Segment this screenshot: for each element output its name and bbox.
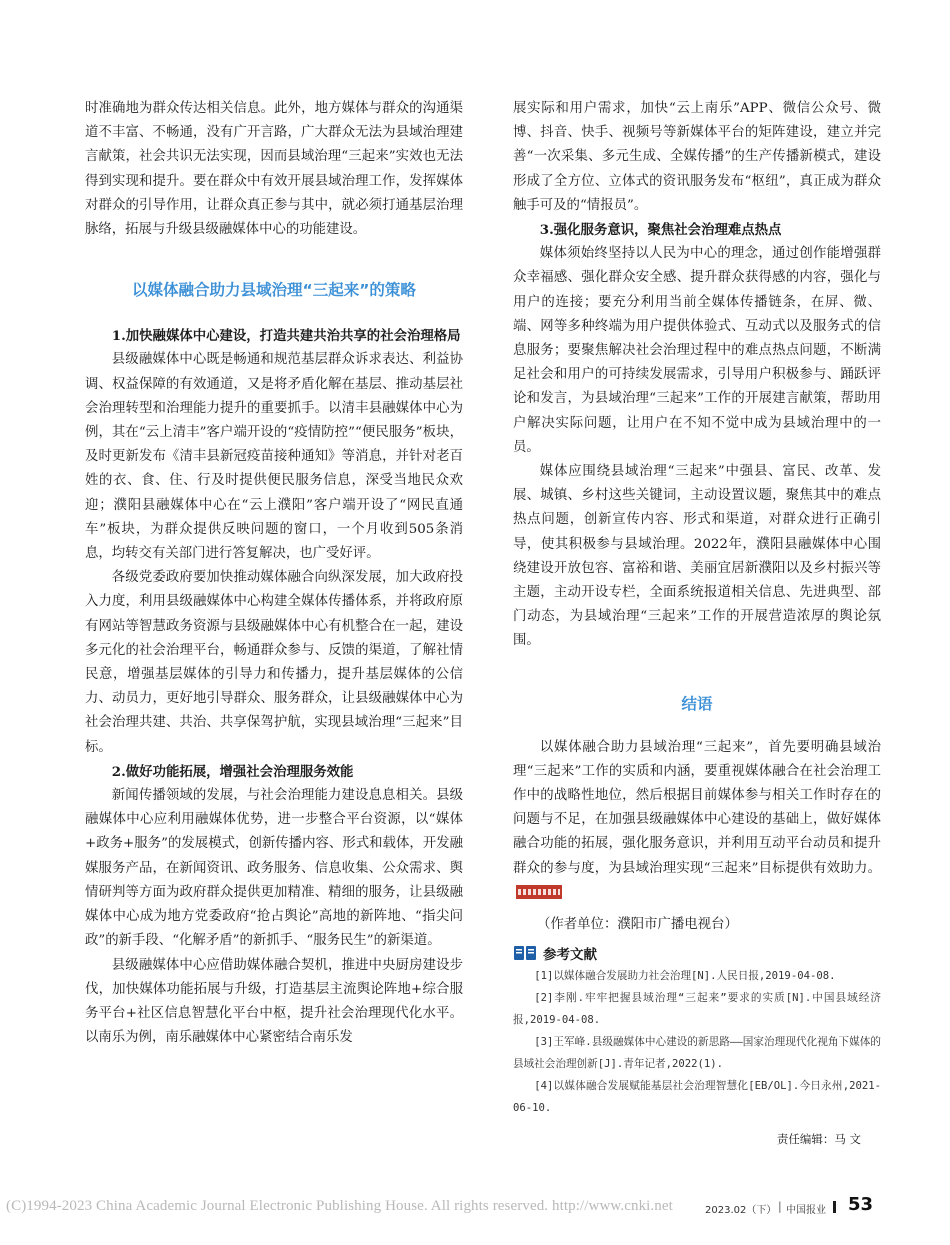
subsection-2-paragraph-2: 县级融媒体中心应借助媒体融合契机，推进中央厨房建设步伐，加快媒体功能拓展与升级，打造基层主流舆论阵地+综合服务平台+社区信息智慧化平台中枢，提升社会治理现代化水平。以南乐为例，南乐融媒体中心紧密结合南乐发: [85, 957, 463, 1046]
footer-bar: [833, 1201, 836, 1213]
section-title-strategy: 以媒体融合助力县域治理“三起来”的策略: [132, 281, 416, 300]
conclusion-paragraph: [513, 736, 881, 905]
right-column: [513, 97, 881, 1152]
footer-separator: |: [778, 1200, 782, 1213]
reference-item: [4]以媒体融合发展赋能基层社会治理智慧化[EB/OL].今日永州,2021-06-10.: [513, 1080, 881, 1115]
subsection-1-paragraph-2: 各级党委政府要加快推动媒体融合向纵深发展，加大政府投入力度，利用县级融媒体中心构建全媒体传播体系，并将政府原有网站等智慧政务资源与县级融媒体中心有机整合在一起，建设多元化的社会治理平台，畅通群众参与、反馈的渠道，了解社情民意，增强基层媒体的引导力和传播力，提升基层媒体的公信力、动员力，更好地引导群众、服务群众，让县级融媒体中心为社会治理共建、共治、共享保驾护航，实现县域治理“三起来”目标。: [85, 570, 463, 755]
section-title-conclusion: 结语: [681, 694, 713, 713]
continued-paragraph: 展实际和用户需求，加快“云上南乐”APP、微信公众号、微博、抖音、快手、视频号等新媒体平台的矩阵建设，建立并完善“一次采集、多元生成、全媒传播”的生产传播新模式，建设形成了全方位、立体式的资讯服务发布“枢纽”，真正成为群众触手可及的“情报员”。: [513, 101, 881, 213]
issue-date: 2023.02（下）: [705, 1205, 777, 1216]
references-header: [513, 941, 881, 965]
conclusion-text: 以媒体融合助力县域治理“三起来”，首先要明确县域治理“三起来”工作的实质和内涵，要重视媒体融合在社会治理工作中的战略性地位，然后根据目前媒体参与相关工作时存在的问题与不足，在加强县级融媒体中心建设的基础上，做好媒体融合功能的拓展，强化服务意识，并利用互动平台动员和提升群众的参与度，为县域治理实现“三起来”目标提供有效助力。: [513, 739, 881, 876]
subsection-3-title: 3.强化服务意识，聚焦社会治理难点热点: [539, 222, 782, 239]
left-column: [85, 97, 463, 1050]
subsection-3-paragraph-2: 媒体应围绕县域治理“三起来”中强县、富民、改革、发展、城镇、乡村这些关键词，主动设置议题，聚焦其中的难点热点问题，创新宣传内容、形式和渠道，对群众进行正确引导，使其积极参与县域治理。2022年，濮阳县融媒体中心围绕建设开放包容、富裕和谐、美丽宜居新濮阳以及乡村振兴等主题，主动开设专栏，全面系统报道相关信息、先进典型、部门动态，为县域治理“三起来”工作的开展营造浓厚的舆论氛围。: [513, 464, 881, 649]
author-unit: （作者单位：濮阳市广播电视台）: [537, 917, 738, 933]
page-number: 53: [848, 1194, 874, 1215]
references-title: 参考文献: [543, 947, 597, 964]
subsection-2-paragraph-1: 新闻传播领域的发展，与社会治理能力建设息息相关。县级融媒体中心应利用融媒体优势，进一步整合平台资源，以“媒体+政务+服务”的发展模式，创新传播内容、形式和载体，开发融媒服务产品，在新闻资讯、政务服务、信息收集、公众需求、舆情研判等方面为政府群众提供更加精准、精细的服务，让县级融媒体中心成为地方党委政府“抢占舆论”高地的新阵地、“指尖问政”的新手段、“化解矛盾”的新抓手、“服务民生”的新渠道。: [85, 788, 463, 949]
book-icon: [513, 944, 537, 962]
reference-item: [1]以媒体融合发展助力社会治理[N].人民日报,2019-04-08.: [534, 970, 836, 983]
reference-item: [2]李刚.牢牢把握县域治理“三起来”要求的实质[N].中国县域经济报,2019-04-08.: [513, 992, 881, 1027]
intro-paragraph: 时准确地为群众传达相关信息。此外，地方媒体与群众的沟通渠道不丰富、不畅通，没有广开言路，广大群众无法为县域治理建言献策，社会共识无法实现，因而县域治理“三起来”实效也无法得到实现和提升。要在群众中有效开展县域治理工作，发挥媒体对群众的引导作用，让群众真正参与其中，就必须打通基层治理脉络，拓展与升级县级融媒体中心的功能建设。: [85, 101, 463, 238]
subsection-1-paragraph-1: 县级融媒体中心既是畅通和规范基层群众诉求表达、利益协调、权益保障的有效通道，又是将矛盾化解在基层、推动基层社会治理转型和治理能力提升的重要抓手。以清丰县融媒体中心为例，其在“云上清丰”客户端开设的“疫情防控”“便民服务”板块，及时更新发布《清丰县新冠疫苗接种通知》等消息，并针对老百姓的衣、食、住、行及时提供便民服务信息，深受当地民众欢迎；濮阳县融媒体中心在“云上濮阳”客户端开设了“网民直通车”板块，为群众提供反映问题的窗口，一个月收到505条消息，均转交有关部门进行答复解决，也广受好评。: [85, 352, 463, 562]
subsection-2-title: 2.做好功能拓展，增强社会治理服务效能: [111, 763, 354, 780]
subsection-3-paragraph-1: 媒体须始终坚持以人民为中心的理念，通过创作能增强群众幸福感、强化群众安全感、提升群众获得感的内容，强化与用户的连接；要充分利用当前全媒体传播链条，在屏、微、端、网等多种终端为用户提供体验式、互动式以及服务式的信息服务；要聚焦解决社会治理过程中的难点热点问题，不断满足社会和用户的可持续发展需求，引导用户积极参与、踊跃评论和发言，为县域治理“三起来”工作的开展建言献策，帮助用户解决实际问题，让用户在不知不觉中成为县域治理中的一员。: [513, 246, 881, 455]
responsible-editor: 责任编辑：马 文: [776, 1132, 861, 1147]
page-footer: [0, 1194, 950, 1228]
journal-logo-mark: [516, 885, 562, 899]
subsection-1-title: 1.加快融媒体中心建设，打造共建共治共享的社会治理格局: [111, 328, 461, 345]
reference-item: [3]王军峰.县级融媒体中心建设的新思路——国家治理现代化视角下媒体的县域社会治理创新[J].青年记者,2022(1).: [513, 1036, 881, 1071]
copyright-watermark: (C)1994-2023 China Academic Journal Electronic Publishing House. All rights reserved. http://www.cnki.net: [6, 1198, 673, 1214]
journal-name: 中国报业: [786, 1205, 826, 1216]
